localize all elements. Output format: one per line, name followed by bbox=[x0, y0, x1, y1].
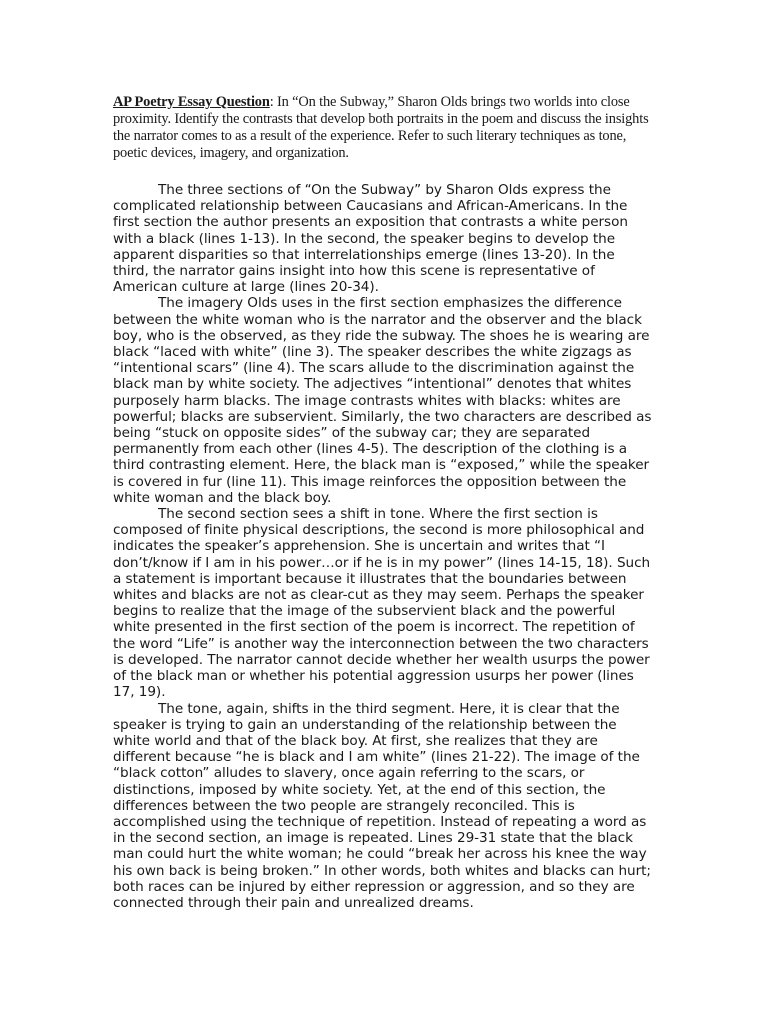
document-page bbox=[113, 94, 654, 911]
essay-paragraph-2: The imagery Olds uses in the first section emphasizes the difference between the white woman who is the narrator and the observer and the black boy, who is the observed, as they ride the subway. The shoes he is wearing are black “laced with white” (line 3). The speaker describes the white zigzags as “intentional scars” (line 4). The scars allude to the discrimination against the black man by white society. The adjectives “intentional” denotes that whites purposely harm blacks. The image contrasts whites with blacks: whites are powerful; blacks are subservient. Similarly, the two characters are described as being “stuck on opposite sides” of the subway car; they are separated permanently from each other (lines 4-5). The description of the clothing is a third contrasting element. Here, the black man is “exposed,” while the speaker is covered in fur (line 11). This image reinforces the opposition between the white woman and the black boy. bbox=[113, 295, 652, 506]
prompt-text: : In “On the Subway,” Sharon Olds brings two worlds into close proximity. Identify the contrasts that develop both portraits in the poem and discuss the insights the narrator comes to as a result of the experience. Refer to such literary techniques as tone, poetic devices, imagery, and organization. bbox=[113, 94, 649, 161]
essay-paragraph-4: The tone, again, shifts in the third segment. Here, it is clear that the speaker is trying to gain an understanding of the relationship between the white world and that of the black boy. At first, she realizes that they are different because “he is black and I am white” (lines 21-22). The image of the “black cotton” alludes to slavery, once again referring to the scars, or distinctions, imposed by white society. Yet, at the end of this section, the differences between the two people are strangely reconciled. This is accomplished using the technique of repetition. Instead of repeating a word as in the second section, an image is repeated. Lines 29-31 state that the black man could hurt the white woman; he could “break her across his knee the way his own back is being broken.” In other words, both whites and blacks can hurt; both races can be injured by either repression or aggression, and so they are connected through their pain and unrealized dreams. bbox=[113, 700, 651, 911]
essay-paragraph-3: The second section sees a shift in tone. Where the first section is composed of finite physical descriptions, the second is more philosophical and indicates the speaker’s apprehension. She is uncertain and writes that “I don’t/know if I am in his power…or if he is in my power” (lines 14-15, 18). Such a statement is important because it illustrates that the boundaries between whites and blacks are not as clear-cut as they may seem. Perhaps the speaker begins to realize that the image of the subservient black and the powerful white presented in the first section of the poem is incorrect. The repetition of the word “Life” is another way the interconnection between the two characters is developed. The narrator cannot decide whether her wealth usurps the power of the black man or whether his potential aggression usurps her power (lines 17, 19). bbox=[113, 506, 651, 701]
essay-paragraph-1: The three sections of “On the Subway” by Sharon Olds express the complicated relationship between Caucasians and African-Americans. In the first section the author presents an exposition that contrasts a white person with a black (lines 1-13). In the second, the speaker begins to develop the apparent disparities so that interrelationships emerge (lines 13-20). In the third, the narrator gains insight into how this scene is representative of American culture at large (lines 20-34). bbox=[113, 182, 628, 296]
prompt-label: AP Poetry Essay Question bbox=[113, 94, 270, 110]
essay-prompt bbox=[113, 94, 654, 162]
essay-body bbox=[113, 182, 654, 911]
